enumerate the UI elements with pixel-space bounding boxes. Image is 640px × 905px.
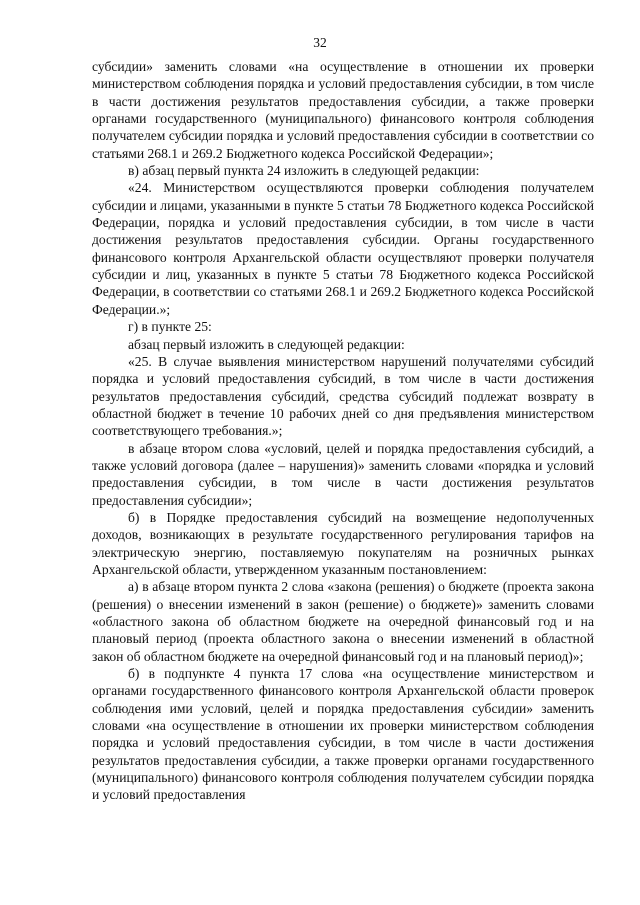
- paragraph-10: б) в подпункте 4 пункта 17 слова «на осуществление министерством и органами государственного финансового контроля Архангельской области проверок соблюдения ими условий, целей и порядка предоставления субсидии» заменить словами «на осуществление в отношении их проверки министерством соблюдения порядка и условий предоставления субсидии, в том числе в части достижения результатов предоставления субсидии, а также проверки органами государственного (муниципального) финансового контроля соблюдения получателем субсидии порядка и условий предоставления: [92, 666, 594, 803]
- paragraph-4: г) в пункте 25:: [128, 319, 212, 335]
- page-number: 32: [313, 35, 327, 50]
- paragraph-8: б) в Порядке предоставления субсидий на возмещение недополученных доходов, возникающих в результате государственного регулирования тарифов на электрическую энергию, поставляемую покупателям на розничных рынках Архангельской области, утвержденном указанным постановлением:: [92, 509, 594, 577]
- paragraph-2: в) абзац первый пункта 24 изложить в следующей редакции:: [128, 163, 480, 179]
- paragraph-5: абзац первый изложить в следующей редакции:: [128, 336, 405, 352]
- paragraph-3: «24. Министерством осуществляются проверки соблюдения получателем субсидии и лицами, указанными в пункте 5 статьи 78 Бюджетного кодекса Российской Федерации, порядка и условий предоставления субсидии, в том числе в части достижения результатов предоставления субсидии. Органы государственного финансового контроля Архангельской области осуществляют проверки получателя субсидии и лиц, указанных в пункте 5 статьи 78 Бюджетного кодекса Российской Федерации, в соответствии со статьями 268.1 и 269.2 Бюджетного кодекса Российской Федерации.»;: [92, 180, 594, 317]
- paragraph-6: «25. В случае выявления министерством нарушений получателями субсидий порядка и условий предоставления субсидий, в том числе в части достижения результатов предоставления субсидий, средства субсидий подлежат возврату в областной бюджет в течение 10 рабочих дней со дня предъявления министерством соответствующего требования.»;: [92, 353, 594, 439]
- document-body: [92, 58, 594, 804]
- paragraph-1: субсидии» заменить словами «на осуществление в отношении их проверки министерством соблюдения порядка и условий предоставления субсидии, в том числе в части достижения результатов предоставления субсидии, а также проверки органами государственного (муниципального) финансового контроля соблюдения получателем субсидии порядка и условий предоставления субсидии в соответствии со статьями 268.1 и 269.2 Бюджетного кодекса Российской Федерации»;: [92, 59, 594, 161]
- paragraph-9: а) в абзаце втором пункта 2 слова «закона (решения) о бюджете (проекта закона (решения) о внесении изменений в закон (решение) о бюджете)» заменить словами «областного закона об областном бюджете на очередной финансовый год и на плановый период (проекта областного закона о внесении изменений в областной закон об областном бюджете на очередной финансовый год и на плановый период)»;: [92, 579, 594, 664]
- paragraph-7: в абзаце втором слова «условий, целей и порядка предоставления субсидий, а также условий договора (далее – нарушения)» заменить словами «порядка и условий предоставления субсидии, в том числе в части достижения результатов предоставления субсидии»;: [92, 440, 594, 508]
